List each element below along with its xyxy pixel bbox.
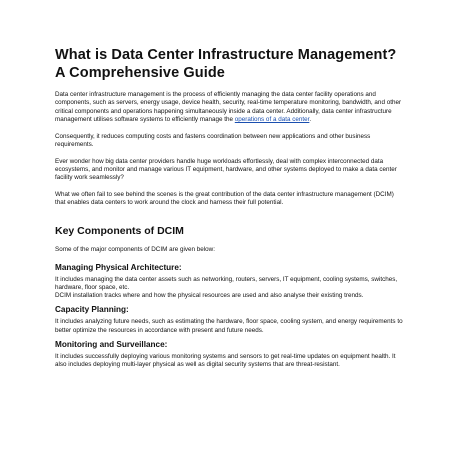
subheading-capacity-planning: Capacity Planning: xyxy=(55,305,129,315)
page-title: What is Data Center Infrastructure Management? A Comprehensive Guide xyxy=(55,47,397,81)
paragraph-question: Ever wonder how big data center providers handle huge workloads effortlessly, deal with complex interconnected data ecosystems, and monitor and manage various IT equipment, hardware, and other systems deployed to make a data center facility work seamlessly? xyxy=(55,157,397,182)
paragraph-dcim-contribution: What we often fail to see behind the scenes is the great contribution of the data center infrastructure management (DCIM) that enables data centers to work around the clock and harness their full potential. xyxy=(55,191,394,207)
section-heading-key-components: Key Components of DCIM xyxy=(55,224,184,237)
subheading-physical-architecture: Managing Physical Architecture: xyxy=(55,262,182,272)
intro-suffix: . xyxy=(309,115,312,123)
components-lead: Some of the major components of DCIM are given below: xyxy=(55,245,215,253)
intro-text: Data center infrastructure management is the process of efficiently managing the data center facility operations and components, such as servers, energy usage, device health, security, real-time temperature monitoring, bandwidth, and other critical components and operations happening simultaneously inside a data center. Additionally, data center infrastructure management utilises software systems to efficiently manage the xyxy=(55,91,402,123)
physical-architecture-text-2: DCIM installation tracks where and how the physical resources are used and also analyse their existing trends. xyxy=(55,292,364,300)
capacity-planning-text: It includes analyzing future needs, such as estimating the hardware, floor space, cooling system, and energy requirements to better optimize the resources in accordance with present and future needs. xyxy=(55,318,403,334)
section-monitoring-surveillance xyxy=(55,340,405,370)
section-physical-architecture xyxy=(55,263,405,301)
section-capacity-planning xyxy=(55,305,405,335)
physical-architecture-text-1: It includes managing the data center assets such as networking, routers, servers, IT equipment, cooling systems, switches, hardware, floor space, etc. xyxy=(55,275,398,291)
intro-paragraph xyxy=(55,91,405,124)
document-page xyxy=(55,46,405,375)
subheading-monitoring-surveillance: Monitoring and Surveillance: xyxy=(55,340,168,350)
data-center-operations-link[interactable]: operations of a data center xyxy=(234,115,310,123)
paragraph-costs: Consequently, it reduces computing costs and fastens coordination between new applications and other business requirements. xyxy=(55,132,371,148)
monitoring-surveillance-text: It includes successfully deploying various monitoring systems and sensors to get real-time updates on equipment health. It also includes deploying multi-layer physical as well as digital security systems that are threat-resistant. xyxy=(55,353,396,369)
